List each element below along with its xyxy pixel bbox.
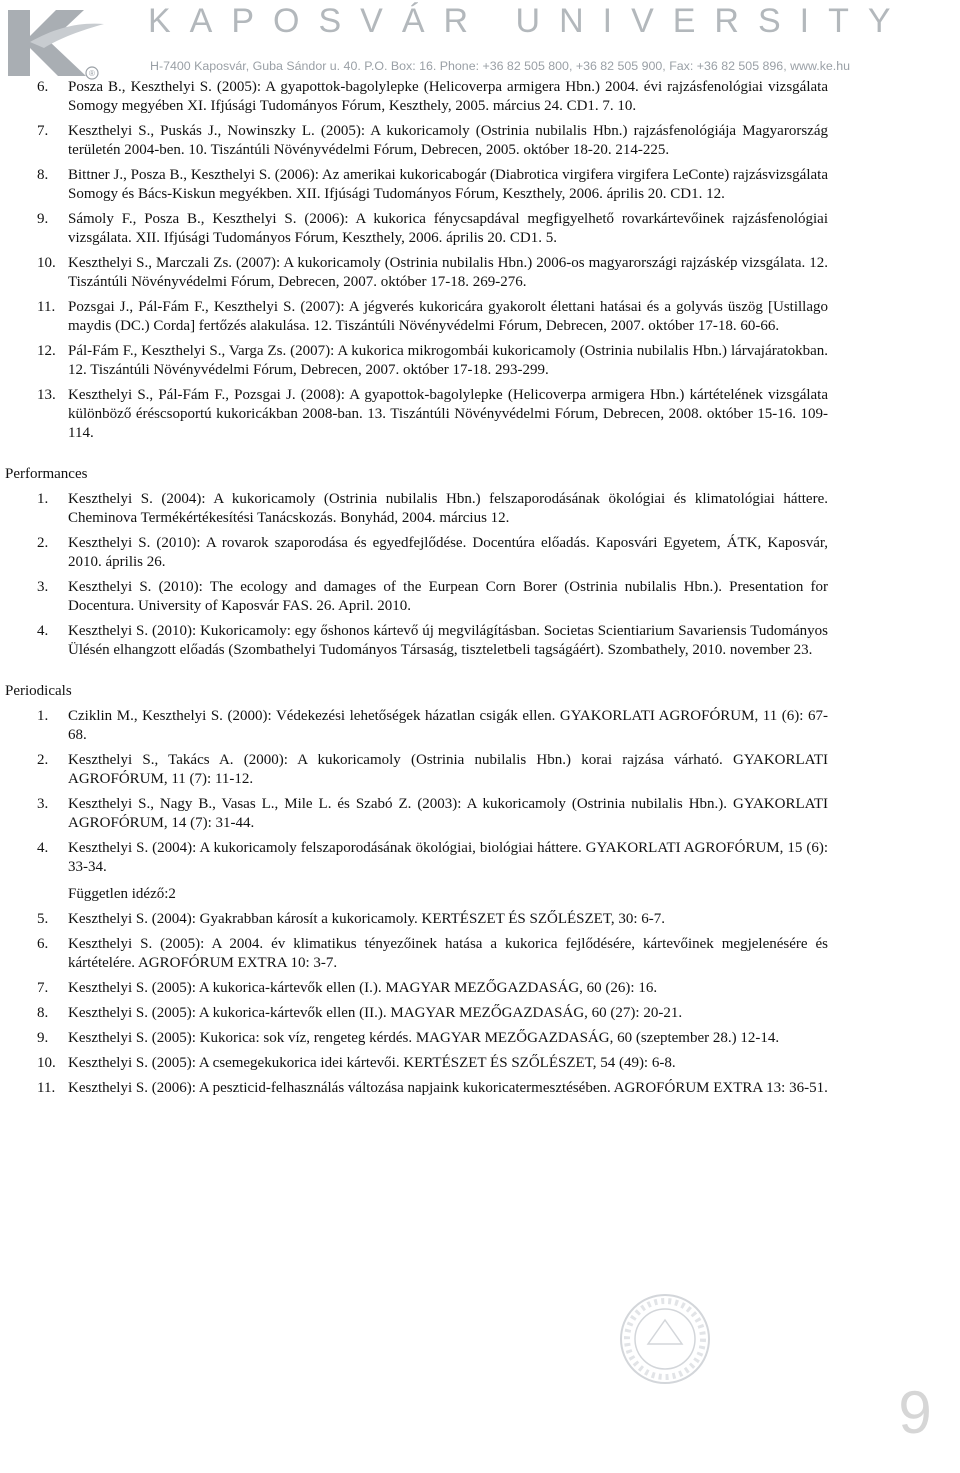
reference-text: Pál-Fám F., Keszthelyi S., Varga Zs. (2007): A kukorica mikrogombái kukoricamoly (Ostrinia nubilalis Hbn.) lárvajáratokban. 12. Tiszántúli Növényvédelmi Fórum, Debrecen, 2007. október 17-18. 293-299. — [68, 343, 828, 378]
conference-list — [0, 78, 960, 443]
document-body — [0, 78, 960, 1104]
reference-entry — [37, 534, 828, 572]
reference-number: 7. — [37, 123, 49, 139]
reference-number: 12. — [37, 343, 56, 359]
quality-seal-icon — [618, 1292, 712, 1386]
reference-number: 4. — [37, 623, 49, 639]
reference-text: Keszthelyi S. (2010): The ecology and damages of the Eurpean Corn Borer (Ostrinia nubilalis Hbn.). Presentation for Docentura. University of Kaposvár FAS. 26. April. 2010. — [68, 579, 828, 614]
reference-number: 5. — [37, 911, 49, 927]
reference-entry — [37, 839, 828, 904]
reference-entry — [37, 166, 828, 204]
reference-entry — [37, 910, 828, 929]
reference-text: Keszthelyi S. (2004): A kukoricamoly (Ostrinia nubilalis Hbn.) felszaporodásának ökológiai és klimatológiai háttere. Cheminova Termékértékesítési Tanácskozás. Bonyhád, 2004. március 12. — [68, 491, 828, 526]
page-number: 9 — [898, 1379, 932, 1446]
reference-text: Posza B., Keszthelyi S. (2005): A gyapottok-bagolylepke (Helicoverpa armigera Hbn.) 2004. évi rajzásfenológiai vizsgálata Somogy megyében XI. Ifjúsági Tudományos Fórum, Keszthely, 2005. március 24. CD1. 7. 10. — [68, 79, 828, 114]
university-address: H-7400 Kaposvár, Guba Sándor u. 40. P.O. Box: 16. Phone: +36 82 505 800, +36 82 505 900, Fax: +36 82 505 896, www.ke.hu — [150, 59, 851, 73]
reference-number: 3. — [37, 579, 49, 595]
reference-number: 7. — [37, 980, 49, 996]
reference-entry — [37, 1029, 828, 1048]
reference-text: Keszthelyi S., Takács A. (2000): A kukoricamoly (Ostrinia nubilalis Hbn.) korai rajzása várható. GYAKORLATI AGROFÓRUM, 11 (7): 11-12. — [68, 752, 828, 787]
university-name: KAPOSVÁR UNIVERSITY — [148, 2, 910, 40]
reference-entry — [37, 1079, 828, 1098]
reference-number: 3. — [37, 796, 49, 812]
reference-entry — [37, 210, 828, 248]
reference-number: 1. — [37, 491, 49, 507]
reference-number: 11. — [37, 299, 56, 315]
reference-text: Keszthelyi S. (2005): A csemegekukorica idei kártevői. KERTÉSZET ÉS SZŐLÉSZET, 54 (49): 6-8. — [68, 1055, 676, 1071]
reference-number: 11. — [37, 1080, 56, 1096]
section-title-performances: Performances — [5, 466, 88, 482]
reference-text: Keszthelyi S., Pál-Fám F., Pozsgai J. (2008): A gyapottok-bagolylepke (Helicoverpa armigera Hbn.) kártételének vizsgálata különböző éréscsoportú kukoricákban 2008-ban. 13. Tiszántúli Növényvédelmi Fórum, Debrecen, 2008. október 15-16. 109-114. — [68, 387, 828, 441]
reference-number: 10. — [37, 1055, 56, 1071]
reference-entry — [37, 795, 828, 833]
reference-number: 13. — [37, 387, 56, 403]
reference-text: Keszthelyi S., Nagy B., Vasas L., Mile L. és Szabó Z. (2003): A kukoricamoly (Ostrinia nubilalis Hbn.). GYAKORLATI AGROFÓRUM, 14 (7): 31-44. — [68, 796, 828, 831]
reference-entry — [37, 490, 828, 528]
section-title-periodicals: Periodicals — [5, 683, 72, 699]
reference-number: 8. — [37, 167, 49, 183]
reference-number: 9. — [37, 1030, 49, 1046]
reference-text: Keszthelyi S. (2005): Kukorica: sok víz, rengeteg kérdés. MAGYAR MEZŐGAZDASÁG, 60 (szeptember 28.) 12-14. — [68, 1030, 780, 1046]
reference-entry — [37, 298, 828, 336]
registered-mark: ® — [89, 69, 95, 78]
reference-text: Keszthelyi S. (2010): Kukoricamoly: egy őshonos kártevő új megvilágításban. Societas Scientiarium Savariensis Tudományos Ülésén elhangzott előadás (Szombathelyi Tudományos Társaság, tiszteletbeli tagságáért). Szombathely, 2010. november 23. — [68, 623, 828, 658]
reference-number: 2. — [37, 535, 49, 551]
reference-entry — [37, 254, 828, 292]
reference-text: Bittner J., Posza B., Keszthelyi S. (2006): Az amerikai kukoricabogár (Diabrotica virgifera virgifera LeConte) rajzásvizsgálata Somogy és Bács-Kiskun megyékben. XII. Ifjúsági Tudományos Fórum, Keszthely, 2006. április 20. CD1. 12. — [68, 167, 828, 202]
reference-text: Keszthelyi S. (2005): A kukorica-kártevők ellen (I.). MAGYAR MEZŐGAZDASÁG, 60 (26): 16. — [68, 980, 658, 996]
reference-number: 6. — [37, 79, 49, 95]
reference-entry — [37, 578, 828, 616]
reference-text: Keszthelyi S. (2005): A kukorica-kártevők ellen (II.). MAGYAR MEZŐGAZDASÁG, 60 (27): 20-21. — [68, 1005, 683, 1021]
reference-text: Keszthelyi S. (2010): A rovarok szaporodása és egyedfejlődése. Docentúra előadás. Kaposvári Egyetem, ÁTK, Kaposvár, 2010. április 26. — [68, 535, 828, 570]
reference-number: 4. — [37, 840, 49, 856]
reference-entry — [37, 1004, 828, 1023]
reference-entry — [37, 751, 828, 789]
reference-number: 10. — [37, 255, 56, 271]
reference-text: Keszthelyi S. (2006): A peszticid-felhasználás változása napjaink kukoricatermesztésében. AGROFÓRUM EXTRA 13: 36-51. — [68, 1080, 828, 1096]
reference-entry — [37, 935, 828, 973]
reference-text: Cziklin M., Keszthelyi S. (2000): Védekezési lehetőségek házatlan csigák ellen. GYAKORLATI AGROFÓRUM, 11 (6): 67-68. — [68, 708, 828, 743]
university-logo-icon — [0, 0, 110, 80]
reference-number: 8. — [37, 1005, 49, 1021]
reference-entry — [37, 707, 828, 745]
reference-text: Keszthelyi S. (2004): Gyakrabban károsít a kukoricamoly. KERTÉSZET ÉS SZŐLÉSZET, 30: 6-7. — [68, 911, 666, 927]
reference-entry — [37, 78, 828, 116]
reference-number: 6. — [37, 936, 49, 952]
reference-number: 9. — [37, 211, 49, 227]
reference-number: 1. — [37, 708, 49, 724]
reference-entry — [37, 622, 828, 660]
reference-entry — [37, 386, 828, 443]
reference-number: 2. — [37, 752, 49, 768]
reference-text: Keszthelyi S. (2005): A 2004. év klimatikus tényezőinek hatása a kukorica fejlődésére, kártevőinek megjelenésére és kártételére. AGROFÓRUM EXTRA 10: 3-7. — [68, 936, 828, 971]
reference-text: Keszthelyi S., Marczali Zs. (2007): A kukoricamoly (Ostrinia nubilalis Hbn.) 2006-os magyarországi rajzáskép vizsgálata. 12. Tiszántúli Növényvédelmi Fórum, Debrecen, 2007. október 17-18. 269-276. — [68, 255, 828, 290]
periodicals-list — [0, 707, 960, 1098]
reference-note: Független idéző:2 — [68, 886, 176, 902]
reference-text: Keszthelyi S., Puskás J., Nowinszky L. (2005): A kukoricamoly (Ostrinia nubilalis Hbn.) rajzásfenológiája Magyarország területén 2004-ben. 10. Tiszántúli Növényvédelmi Fórum, Debrecen, 2005. október 18-20. 214-225. — [68, 123, 828, 158]
page-header — [0, 0, 960, 80]
reference-entry — [37, 1054, 828, 1073]
reference-entry — [37, 979, 828, 998]
reference-text: Sámoly F., Posza B., Keszthelyi S. (2006): A kukorica fénycsapdával megfigyelhető rovarkártevőinek rajzásfenológiai vizsgálata. XII. Ifjúsági Tudományos Fórum, Keszthely, 2006. április 20. CD1. 5. — [68, 211, 828, 246]
reference-text: Keszthelyi S. (2004): A kukoricamoly felszaporodásának ökológiai, biológiai háttere. GYAKORLATI AGROFÓRUM, 15 (6): 33-34. — [68, 840, 828, 875]
reference-text: Pozsgai J., Pál-Fám F., Keszthelyi S. (2007): A jégverés kukoricára gyakorolt élettani hatásai és a golyvás üszög [Ustillago maydis (DC.) Corda] fertőzés alakulása. 12. Tiszántúli Növényvédelmi Fórum, Debrecen, 2007. október 17-18. 60-66. — [68, 299, 828, 334]
performances-list — [0, 490, 960, 660]
reference-entry — [37, 342, 828, 380]
reference-entry — [37, 122, 828, 160]
